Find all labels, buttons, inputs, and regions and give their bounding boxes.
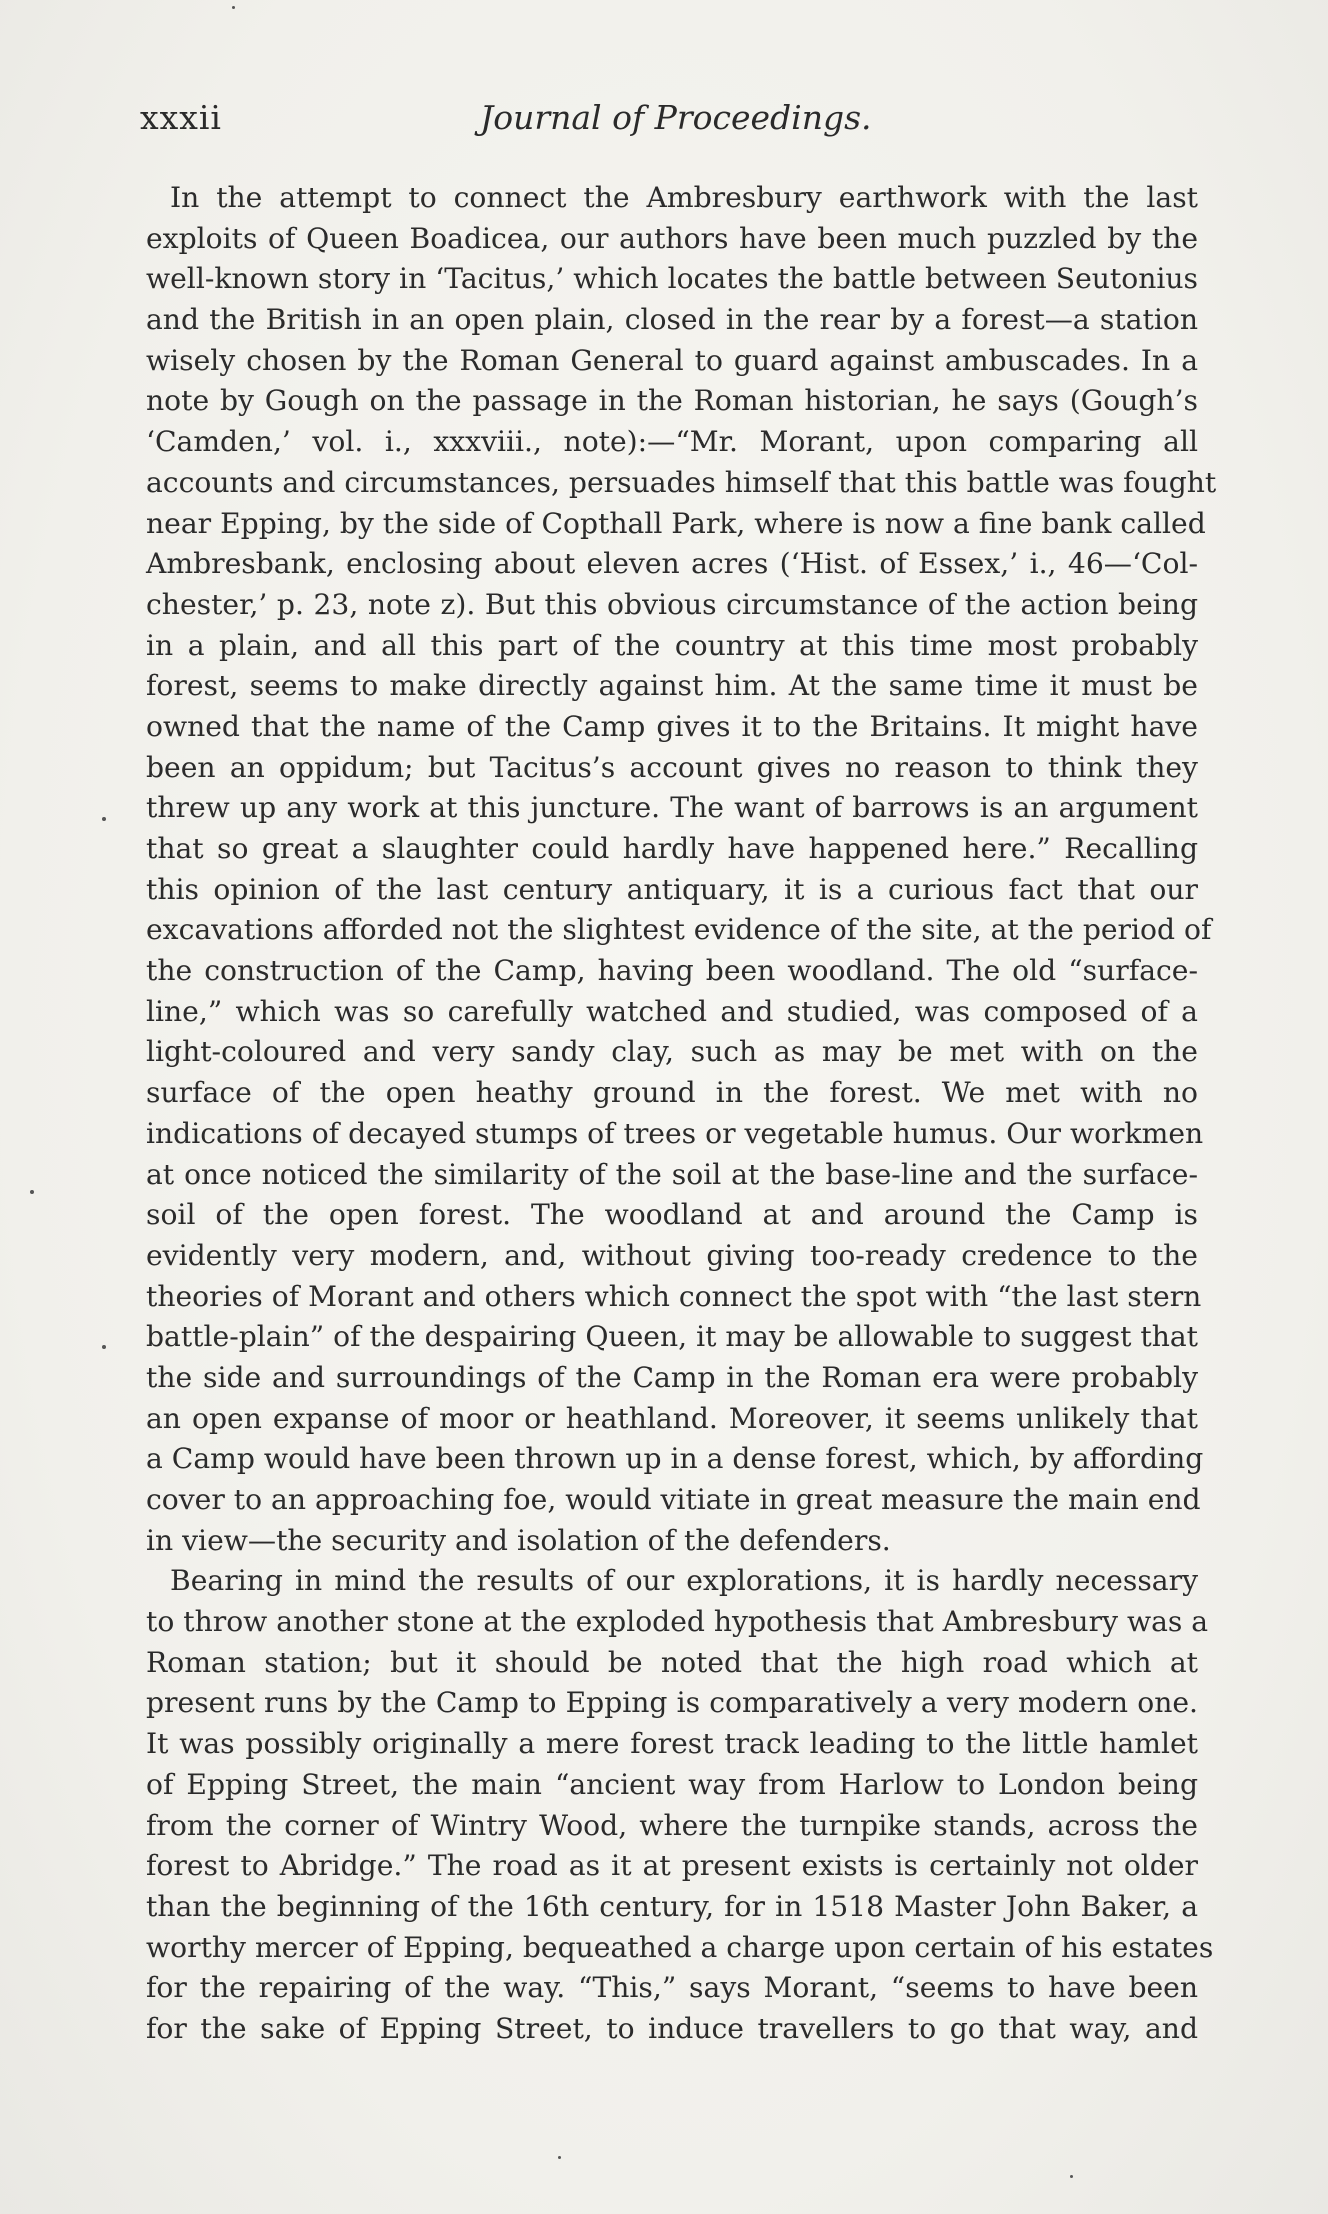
- text-line: from the corner of Wintry Wood, where the turnpike stands, across the: [146, 1808, 1198, 1842]
- page-number: xxxii: [140, 98, 222, 137]
- scan-speck: [102, 1345, 106, 1349]
- text-line: forest, seems to make directly against him. At the same time it must be: [146, 669, 1198, 703]
- text-line: present runs by the Camp to Epping is comparatively a very modern one.: [146, 1686, 1198, 1720]
- text-line: well-known story in ‘Tacitus,’ which locates the battle between Seutonius: [146, 262, 1198, 296]
- text-line: forest to Abridge.” The road as it at present exists is certainly not older: [146, 1849, 1198, 1883]
- scan-speck: [102, 817, 106, 821]
- scan-speck: [30, 1190, 34, 1194]
- text-line: been an oppidum; but Tacitus’s account gives no reason to think they: [146, 750, 1198, 784]
- text-line: in a plain, and all this part of the country at this time most probably: [146, 628, 1198, 662]
- text-line: threw up any work at this juncture. The want of barrows is an argument: [146, 791, 1198, 825]
- text-line: the side and surroundings of the Camp in the Roman era were probably: [146, 1360, 1198, 1394]
- text-line: than the beginning of the 16th century, for in 1518 Master John Baker, a: [146, 1889, 1198, 1923]
- text-line: surface of the open heathy ground in the forest. We met with no: [146, 1076, 1198, 1110]
- text-line: line,” which was so carefully watched and studied, was composed of a: [146, 994, 1198, 1028]
- scan-speck: [232, 6, 235, 9]
- text-line: for the repairing of the way. “This,” says Morant, “seems to have been: [146, 1971, 1198, 2005]
- text-line: indications of decayed stumps of trees or vegetable humus. Our workmen: [146, 1116, 1204, 1150]
- text-line: worthy mercer of Epping, bequeathed a charge upon certain of his estates: [146, 1930, 1214, 1964]
- text-line: at once noticed the similarity of the soil at the base-line and the surface-: [146, 1157, 1198, 1191]
- text-line: in view—the security and isolation of the defenders.: [146, 1523, 891, 1557]
- text-line: Bearing in mind the results of our explorations, it is hardly necessary: [170, 1564, 1198, 1598]
- text-line: near Epping, by the side of Copthall Park, where is now a fine bank called: [146, 506, 1206, 540]
- text-line: owned that the name of the Camp gives it to the Britains. It might have: [146, 709, 1198, 743]
- text-line: ‘Camden,’ vol. i., xxxviii., note):—“Mr. Morant, upon comparing all: [146, 425, 1198, 459]
- text-line: battle-plain” of the despairing Queen, it may be allowable to suggest that: [146, 1320, 1198, 1354]
- scan-speck: [1070, 2175, 1073, 2178]
- text-line: for the sake of Epping Street, to induce travellers to go that way, and: [146, 2011, 1198, 2045]
- text-line: cover to an approaching foe, would vitiate in great measure the main end: [146, 1483, 1201, 1516]
- paragraph: [146, 1561, 1214, 2049]
- text-line: note by Gough on the passage in the Roman historian, he says (Gough’s: [146, 384, 1198, 418]
- text-line: light-coloured and very sandy clay, such as may be met with on the: [146, 1035, 1198, 1069]
- text-line: exploits of Queen Boadicea, our authors have been much puzzled by the: [146, 221, 1198, 255]
- paragraph: [146, 178, 1217, 1561]
- text-line: a Camp would have been thrown up in a dense forest, which, by affording: [146, 1442, 1204, 1476]
- text-line: the construction of the Camp, having been woodland. The old “surface-: [146, 954, 1198, 988]
- text-line: Roman station; but it should be noted that the high road which at: [146, 1645, 1198, 1679]
- text-line: and the British in an open plain, closed in the rear by a forest—a station: [146, 303, 1198, 337]
- text-line: accounts and circumstances, persuades himself that this battle was fought: [146, 465, 1217, 499]
- text-line: an open expanse of moor or heathland. Moreover, it seems unlikely that: [146, 1401, 1198, 1435]
- text-line: wisely chosen by the Roman General to guard against ambuscades. In a: [146, 343, 1198, 377]
- body-text: [146, 178, 1217, 2050]
- text-line: of Epping Street, the main “ancient way from Harlow to London being: [146, 1767, 1198, 1801]
- text-line: theories of Morant and others which connect the spot with “the last stern: [146, 1279, 1202, 1313]
- text-line: that so great a slaughter could hardly have happened here.” Recalling: [146, 832, 1198, 865]
- scan-speck: [558, 2156, 561, 2159]
- text-line: soil of the open forest. The woodland at and around the Camp is: [146, 1198, 1198, 1232]
- text-line: In the attempt to connect the Ambresbury earthwork with the last: [170, 181, 1198, 214]
- text-line: excavations afforded not the slightest evidence of the site, at the period of: [146, 913, 1212, 947]
- text-line: Ambresbank, enclosing about eleven acres (‘Hist. of Essex,’ i., 46—‘Col-: [146, 547, 1198, 581]
- text-line: It was possibly originally a mere forest track leading to the little hamlet: [146, 1727, 1198, 1761]
- text-line: this opinion of the last century antiquary, it is a curious fact that our: [146, 872, 1198, 906]
- page-header: [140, 98, 1200, 150]
- text-line: evidently very modern, and, without giving too-ready credence to the: [146, 1238, 1198, 1272]
- running-title: Journal of Proceedings.: [480, 98, 872, 137]
- text-line: to throw another stone at the exploded hypothesis that Ambresbury was a: [146, 1605, 1209, 1639]
- text-line: chester,’ p. 23, note z). But this obvious circumstance of the action being: [146, 587, 1198, 621]
